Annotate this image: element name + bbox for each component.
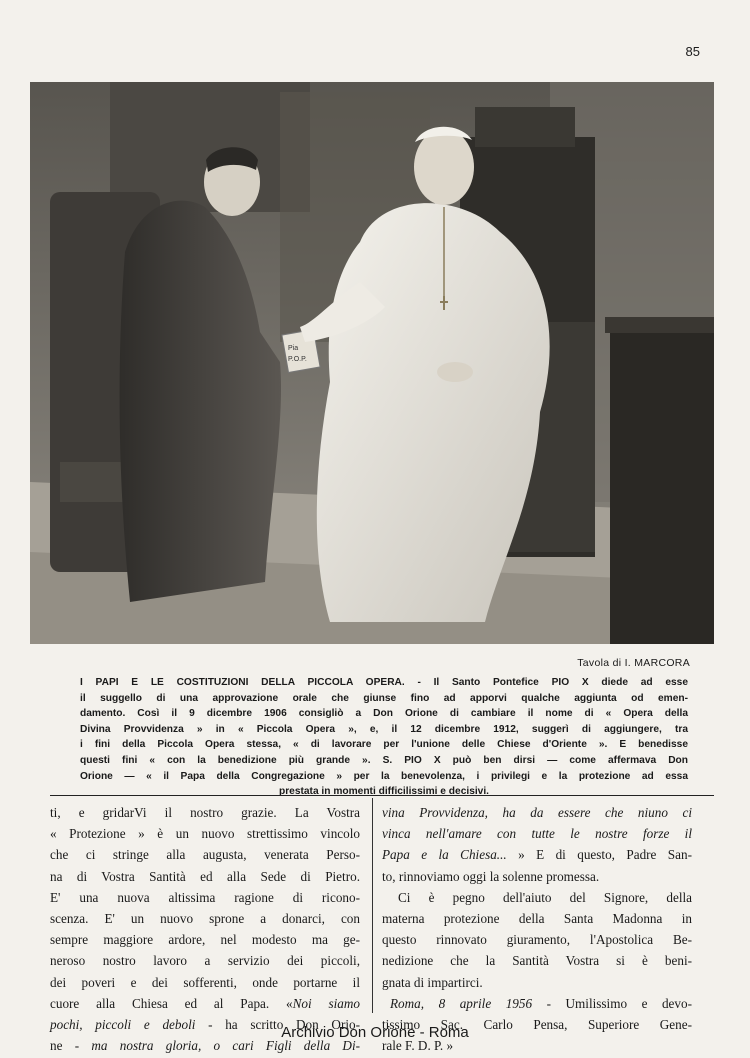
caption-line: questi fini « con la benedizione più grande ». S. PIO X può ben dirsi — come affermava Don <box>80 754 688 766</box>
book-label-line-1: Pia <box>288 345 299 352</box>
plate-credit: Tavola di I. MARCORA <box>577 657 690 669</box>
quote-italic: Noi siamo <box>292 995 361 1011</box>
text-line: « Protezione » è un nuovo strettissimo vincolo <box>50 826 360 842</box>
caption-line: Orione — « il Papa della Congregazione » per la benevolenza, i privilegi e la protezione ad essa <box>80 770 688 782</box>
text-line: E' una nuova altissima ragione di ricono- <box>50 889 360 905</box>
quote-italic: vina Provvidenza, ha da essere che niuno ci <box>382 805 692 820</box>
caption-line: il suggello di una approvazione orale che giunse fino ad apporvi qualche aggiunta od emen- <box>80 692 688 704</box>
text-line <box>382 993 692 1014</box>
text-line: to, rinnoviamo oggi la solenne promessa. <box>382 868 600 884</box>
text-line <box>382 823 692 844</box>
right-column <box>382 802 692 1056</box>
quote-italic: pochi, piccoli e deboli <box>50 1016 196 1032</box>
text-line: na di Vostra Santità ed alla Sede di Pietro. <box>50 868 360 884</box>
left-column <box>50 802 360 1056</box>
text-line: dei poveri e dei sofferenti, onde portarne il <box>50 974 360 990</box>
text-line: neroso nostro lavoro a servizio dei piccoli, <box>50 953 360 969</box>
text-line <box>382 802 692 823</box>
archive-footer: Archivio Don Orione - Roma <box>281 1024 469 1041</box>
section-divider <box>50 795 714 796</box>
text-line: questo rinnovato giuramento, l'Apostolica Be- <box>382 932 692 948</box>
caption-line: Divina Provvidenza » in « Piccola Opera », e, il 12 dicembre 1912, suggerì di aggiungere, tra <box>80 723 688 735</box>
text-line: Ci è pegno dell'aiuto del Signore, della <box>398 889 692 905</box>
text-line <box>382 844 692 865</box>
text-fragment: cuore alla Chiesa ed al Papa. « <box>50 995 293 1011</box>
caption-line: i fini della Piccola Opera stessa, « di lavorare per l'unione delle Chiese d'Oriente ». E benedisse <box>80 739 688 751</box>
text-line: gnata di impartirci. <box>382 974 483 990</box>
text-line: ti, e gridarVi il nostro grazie. La Vostra <box>50 805 360 820</box>
painting-illustration <box>30 82 714 644</box>
painting-plate <box>30 82 714 644</box>
caption-line: damento. Così il 9 dicembre 1906 consigliò a Don Orione di cambiare il nome di « Opera della <box>80 708 688 720</box>
text-fragment: ne - <box>50 1038 92 1054</box>
text-line: tissimo Sac. Carlo Pensa, Superiore Gene- <box>382 1016 692 1032</box>
signature-date: Roma, 8 aprile 1956 <box>390 995 533 1011</box>
book-label-line-2: P.O.P. <box>288 356 307 363</box>
text-fragment: - ha scritto Don Orio- <box>195 1016 360 1032</box>
text-fragment: - Umilissimo e devo- <box>532 995 692 1011</box>
text-line: rale F. D. P. » <box>382 1038 454 1054</box>
text-line: scenza. E' un nuovo sprone a donarci, con <box>50 910 360 926</box>
caption-line: I PAPI E LE COSTITUZIONI DELLA PICCOLA OPERA. - Il Santo Pontefice PIO X diede ad esse <box>80 677 688 688</box>
quote-italic: Papa e la Chiesa... <box>382 847 507 863</box>
text-line: che ci stringe alla augusta, venerata Perso- <box>50 847 360 863</box>
quote-italic: ma nostra gloria, o cari Figli della Di- <box>91 1038 360 1054</box>
caption-line: prestata in momenti difficilissimi e decisivi. <box>278 786 490 798</box>
text-line: nedizione che la Santità Vostra si è beni- <box>382 953 692 969</box>
page-number: 85 <box>685 44 700 59</box>
column-divider <box>372 798 373 1013</box>
plate-caption <box>80 675 688 800</box>
quote-italic: vinca nell'amare con tutte le nostre forze il <box>382 826 692 842</box>
text-line: materna protezione della Santa Madonna in <box>382 910 692 926</box>
text-line <box>50 993 360 1014</box>
text-line: sempre maggiore ardore, nel modesto ma ge- <box>50 932 360 948</box>
text-fragment: » E di questo, Padre San- <box>506 847 692 863</box>
